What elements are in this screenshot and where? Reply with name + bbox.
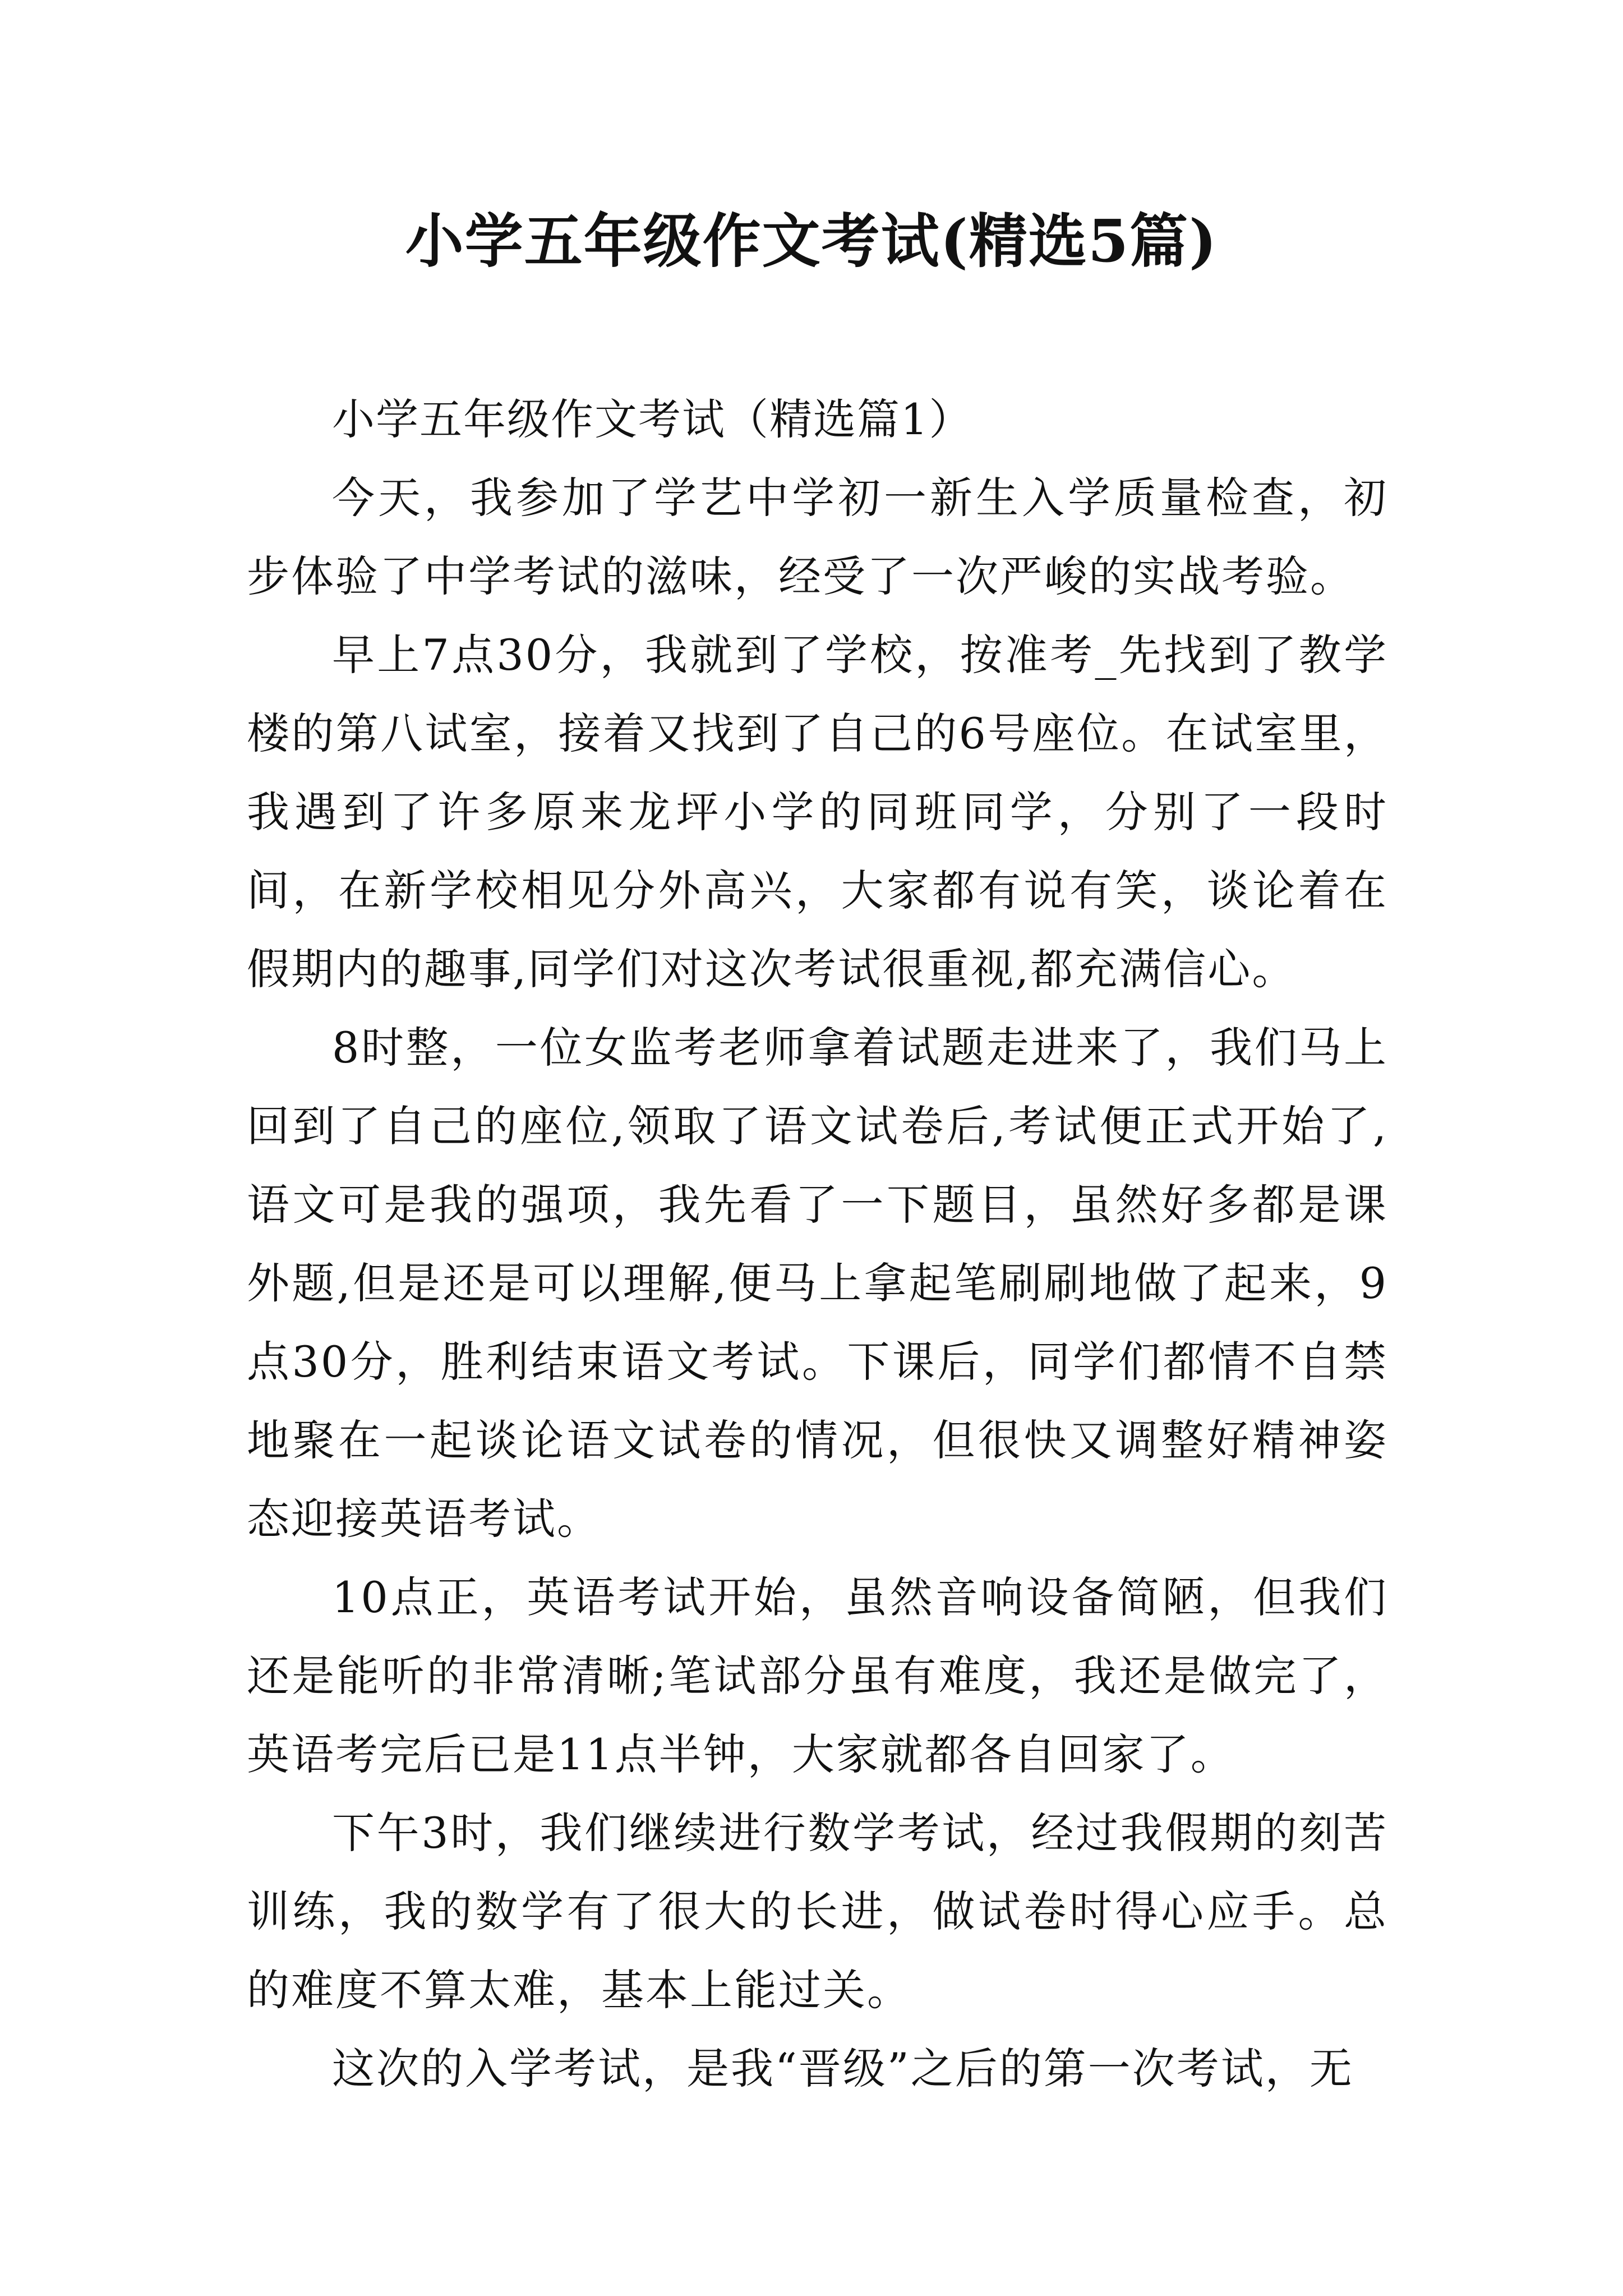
- paragraph: 下午3时，我们继续进行数学考试，经过我假期的刻苦训练，我的数学有了很大的长进，做试卷时得心应手。总的难度不算太难，基本上能过关。: [247, 1808, 1388, 2015]
- document-body: [247, 380, 1388, 2108]
- paragraph: 今天，我参加了学艺中学初一新生入学质量检查，初步体验了中学考试的滋味，经受了一次严峻的实战考验。: [247, 473, 1388, 601]
- paragraph: 8时整，一位女监考老师拿着试题走进来了，我们马上回到了自己的座位,领取了语文试卷后,考试便正式开始了,语文可是我的强项，我先看了一下题目，虽然好多都是课外题,但是还是可以理解,便马上拿起笔刷刷地做了起来，9点30分，胜利结束语文考试。下课后，同学们都情不自禁地聚在一起谈论语文试卷的情况，但很快又调整好精神姿态迎接英语考试。: [247, 1023, 1388, 1544]
- paragraph: 早上7点30分，我就到了学校，按准考_先找到了教学楼的第八试室，接着又找到了自己的6号座位。在试室里，我遇到了许多原来龙坪小学的同班同学，分别了一段时间，在新学校相见分外高兴，大家都有说有笑，谈论着在假期内的趣事,同学们对这次考试很重视,都充满信心。: [247, 630, 1388, 994]
- paragraph: 这次的入学考试，是我“晋级”之后的第一次考试，无: [332, 2044, 1354, 2093]
- paragraph: 10点正，英语考试开始，虽然音响设备简陋，但我们还是能听的非常清晰;笔试部分虽有难度，我还是做完了，英语考完后已是11点半钟，大家就都各自回家了。: [247, 1572, 1388, 1779]
- document-title: 小学五年级作文考试(精选5篇): [405, 206, 1218, 275]
- section-heading: 小学五年级作文考试（精选篇1）: [332, 394, 973, 444]
